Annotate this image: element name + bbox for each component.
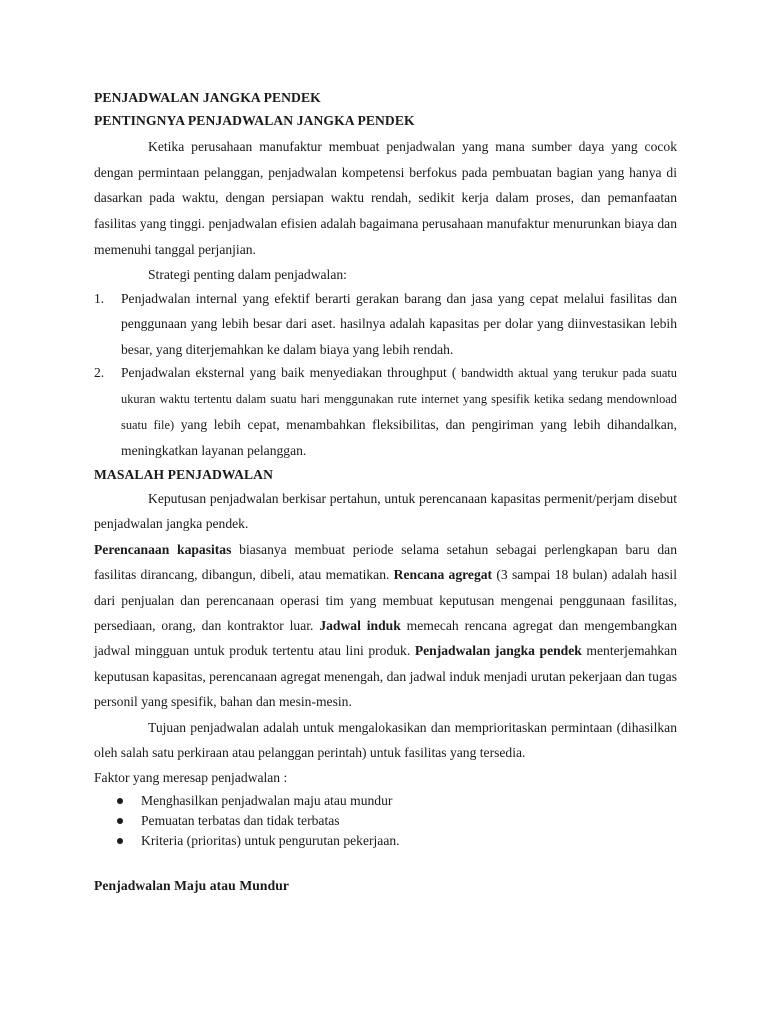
document-subtitle: PENTINGNYA PENJADWALAN JANGKA PENDEK bbox=[94, 113, 415, 128]
strategy-list bbox=[94, 286, 677, 464]
paragraph-text: memecah rencana agregat dan mengembangkan jadwal mingguan untuk produk tertentu atau lini produk. bbox=[94, 618, 677, 659]
bullet-icon bbox=[117, 818, 123, 824]
term-perencanaan-kapasitas: Perencanaan kapasitas bbox=[94, 541, 232, 557]
masalah-paragraph-2 bbox=[94, 537, 677, 715]
paragraph-text: (3 sampai 18 bulan) adalah hasil dari penjualan dan perencanaan operasi tim yang membuat keputusan mengenai penggunaan fasilitas, persediaan, orang, dan kontraktor luar. bbox=[94, 567, 677, 634]
bullet-icon bbox=[117, 838, 123, 844]
factors-list bbox=[94, 791, 677, 852]
strategy-intro: Strategi penting dalam penjadwalan: bbox=[148, 266, 347, 282]
term-jadwal-induk: Jadwal induk bbox=[319, 618, 401, 634]
factor-text: Menghasilkan penjadwalan maju atau mundur bbox=[141, 792, 393, 808]
factor-item bbox=[94, 831, 677, 851]
masalah-paragraph-3: Tujuan penjadwalan adalah untuk mengalokasikan dan memprioritaskan permintaan (dihasilkan oleh salah satu perkiraan atau pelanggan perintah) untuk fasilitas yang tersedia. bbox=[94, 719, 677, 761]
strategy-item-2 bbox=[94, 360, 677, 463]
paragraph-text: biasanya membuat periode selama setahun sebagai perlengkapan baru dan fasilitas dirancang, dibangun, dibeli, atau mematikan. bbox=[94, 541, 677, 583]
factor-text: Kriteria (prioritas) untuk pengurutan pekerjaan. bbox=[141, 833, 400, 849]
section-heading-maju-mundur: Penjadwalan Maju atau Mundur bbox=[94, 877, 290, 893]
factors-intro: Faktor yang meresap penjadwalan : bbox=[94, 770, 288, 786]
strategy-item-1 bbox=[94, 286, 677, 363]
term-rencana-agregat: Rencana agregat bbox=[393, 567, 493, 583]
strategy-item-text: Penjadwalan eksternal yang baik menyediakan throughput ( bbox=[121, 365, 457, 381]
intro-paragraph: Ketika perusahaan manufaktur membuat penjadwalan yang mana sumber daya yang cocok dengan permintaan pelanggan, penjadwalan kompetensi berfokus pada pembuatan bagian yang hanya di dasarkan pada waktu, dengan persiapan waktu rendah, sedikit kerja dalam proses, dan pemanfaatan fasilitas yang tinggi. penjadwalan efisien adalah bagaimana perusahaan manufaktur menurunkan biaya dan memenuhi tanggal perjanjian. bbox=[94, 139, 677, 257]
factor-text: Pemuatan terbatas dan tidak terbatas bbox=[141, 813, 340, 829]
paragraph-text: menterjemahkan keputusan kapasitas, perencanaan agregat menengah, dan jadwal induk menjadi urutan pekerjaan dan tugas personil yang spesifik, bahan dan mesin-mesin. bbox=[94, 643, 677, 710]
factor-item bbox=[94, 811, 677, 831]
masalah-paragraph-1: Keputusan penjadwalan berkisar pertahun, untuk perencanaan kapasitas permenit/perjam disebut penjadwalan jangka pendek. bbox=[94, 491, 677, 532]
strategy-item-text: Penjadwalan internal yang efektif berarti gerakan barang dan jasa yang cepat melalui fasilitas dan penggunaan yang lebih besar dari aset. hasilnya adalah kapasitas per dolar yang diinvestasikan lebih besar, yang diterjemahkan ke dalam biaya yang lebih rendah. bbox=[121, 290, 677, 357]
factor-item bbox=[94, 791, 677, 811]
strategy-item-number: 2. bbox=[94, 365, 105, 381]
strategy-item-number: 1. bbox=[94, 290, 105, 306]
strategy-item-note: bandwidth aktual yang terukur pada suatu ukuran waktu tertentu dalam suatu hari menggunakan rute internet yang spesifik ketika sedang mendownload suatu file) bbox=[121, 366, 677, 433]
strategy-item-text-end: yang lebih cepat, menambahkan fleksibilitas, dan pengiriman yang lebih dihandalkan, meningkatkan layanan pelanggan. bbox=[121, 417, 677, 459]
bullet-icon bbox=[117, 798, 123, 804]
document-title: PENJADWALAN JANGKA PENDEK bbox=[94, 90, 321, 105]
section-heading-masalah: MASALAH PENJADWALAN bbox=[94, 467, 274, 483]
term-penjadwalan-jangka-pendek: Penjadwalan jangka pendek bbox=[414, 643, 582, 659]
